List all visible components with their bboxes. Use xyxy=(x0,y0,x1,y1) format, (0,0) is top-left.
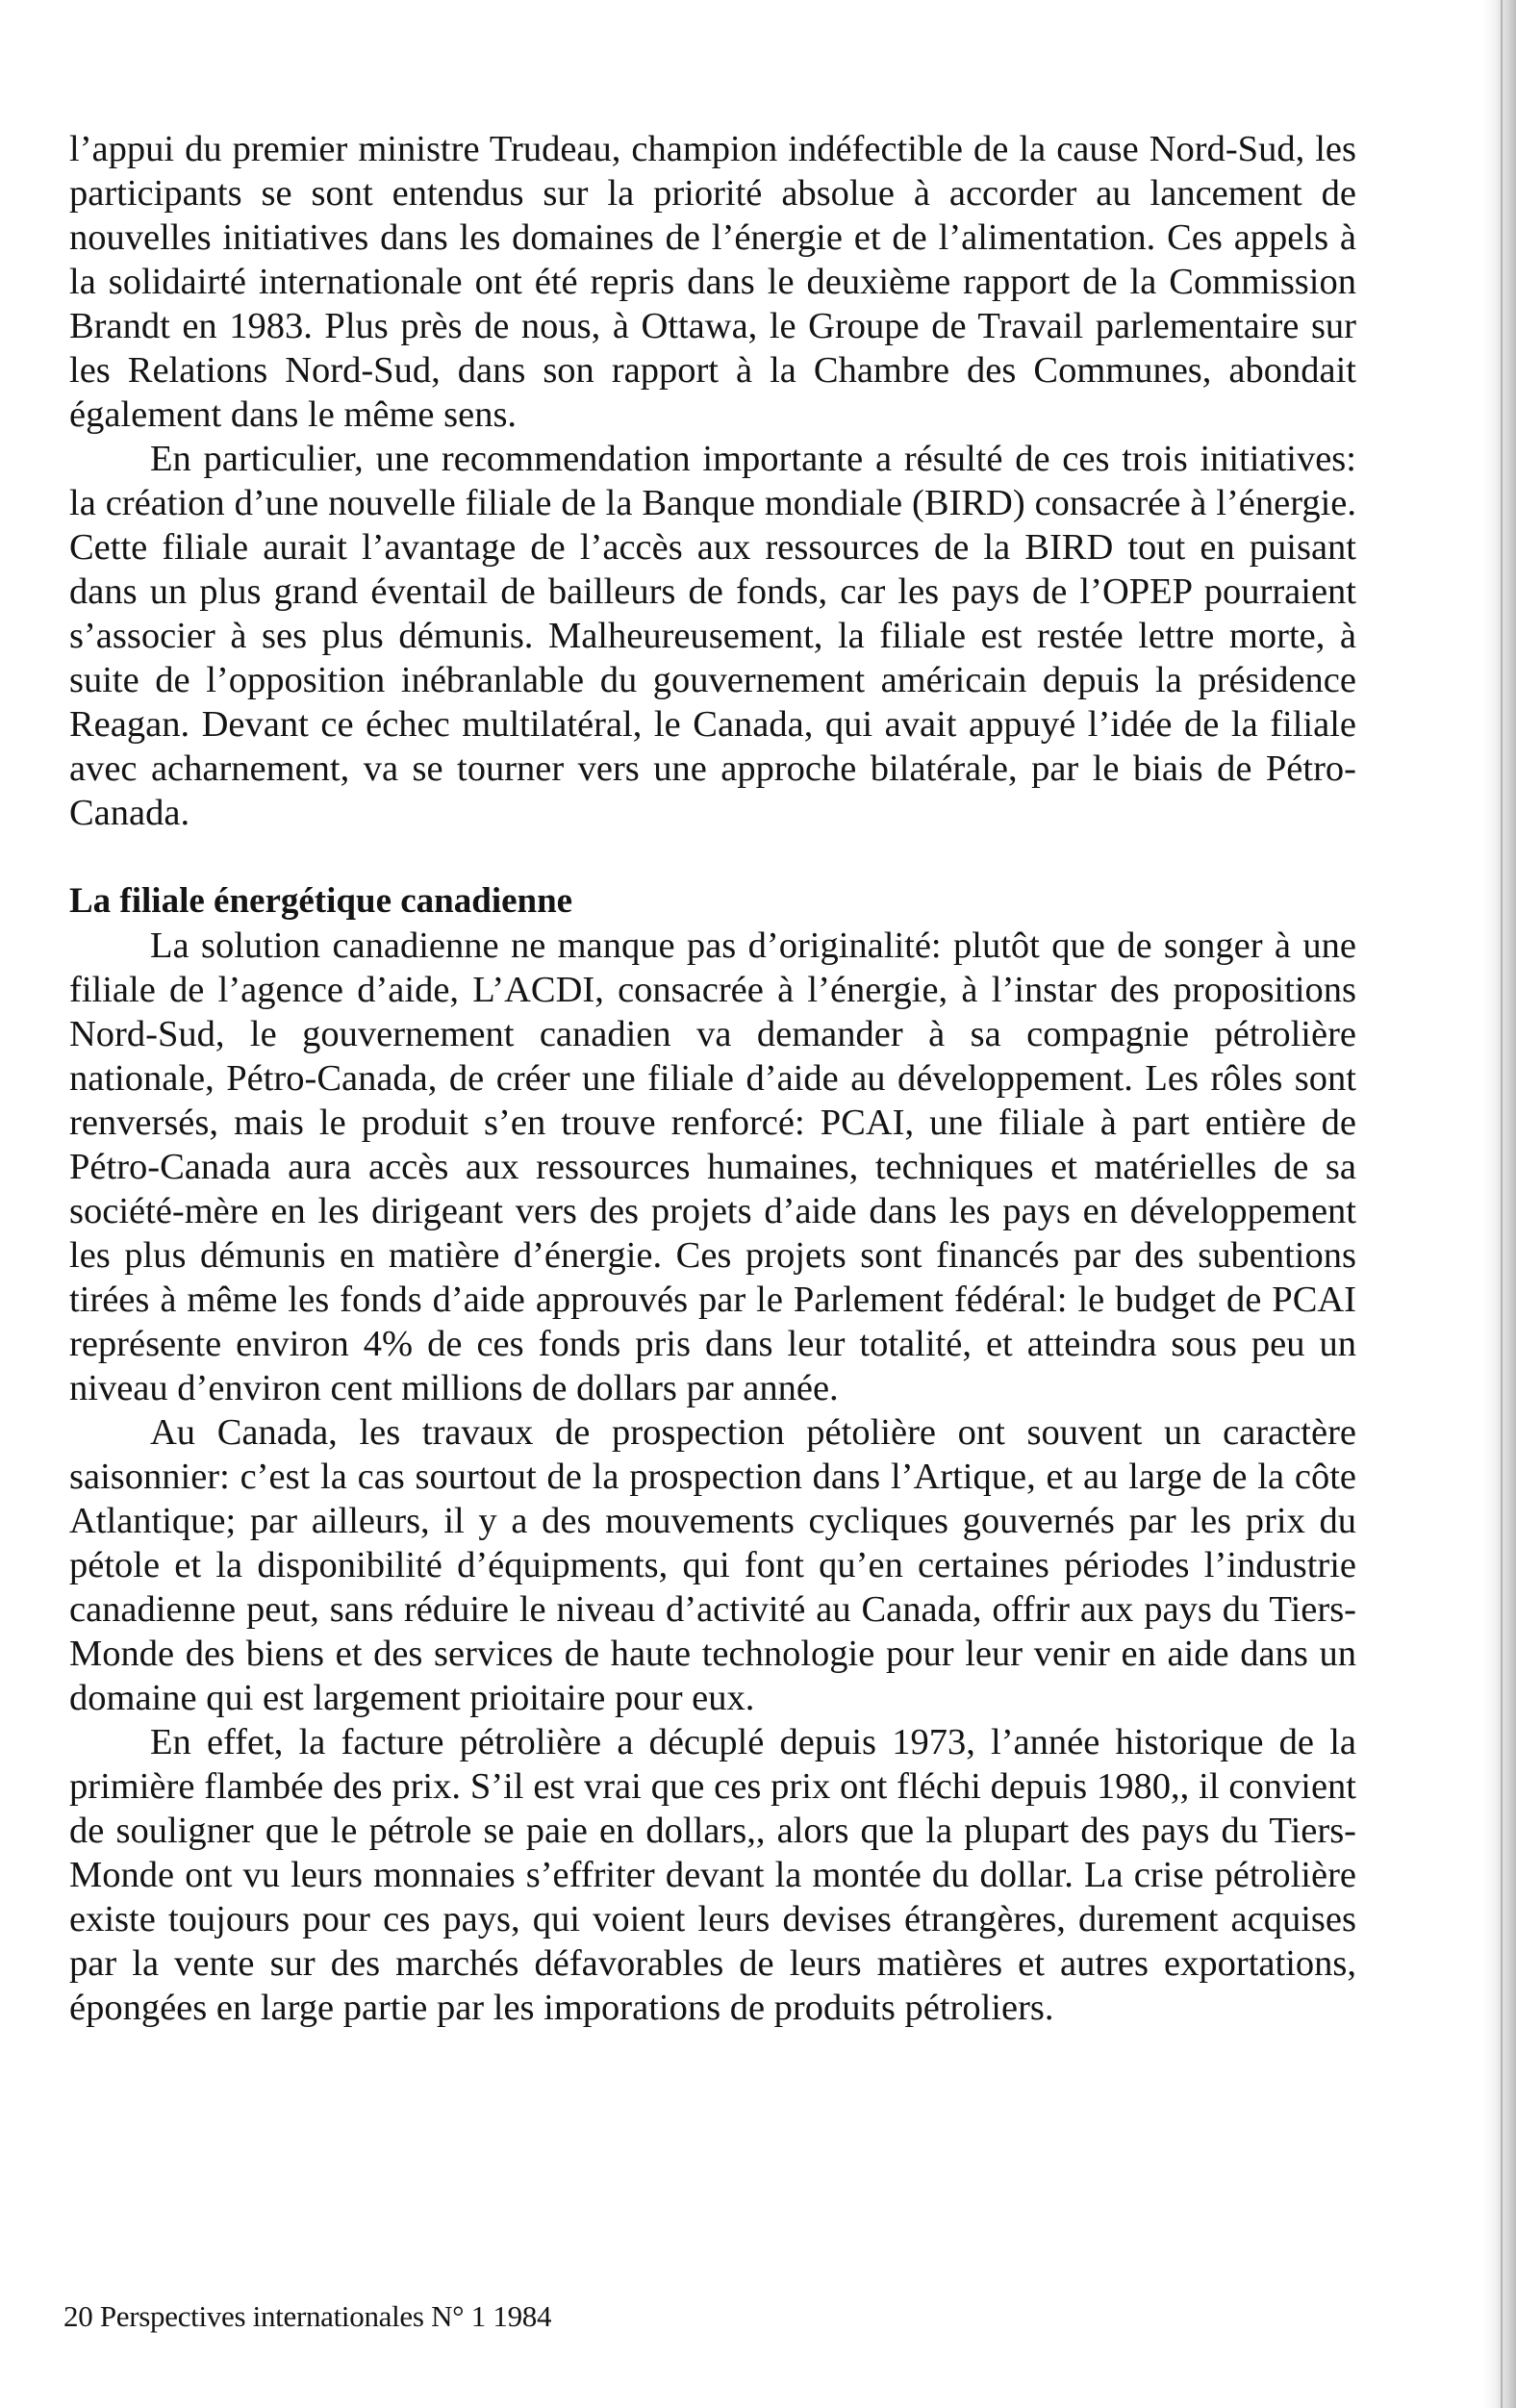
paragraph-3: La solution canadienne ne manque pas d’originalité: plutôt que de songer à une filiale de l’agence d’aide, L’ACDI, consacrée à l’énergie, à l’instar des propositions Nord-Sud, le gouvernement canadien va demander à sa compagnie pétrolière nationale, Pétro-Canada, de créer une filiale d’aide au développement. Les rôles sont renversés, mais le produit s’en trouve renforcé: PCAI, une filiale à part entière de Pétro-Canada aura accès aux ressources humaines, techniques et matérielles de sa société-mère en les dirigeant vers des projets d’aide dans les pays en développement les plus démunis en matière d’énergie. Ces projets sont financés par des subentions tirées à même les fonds d’aide approuvés par le Parlement fédéral: le budget de PCAI représente environ 4% de ces fonds pris dans leur totalité, et atteindra sous peu un niveau d’environ cent millions de dollars par année. xyxy=(69,925,1356,1408)
paragraph-1: l’appui du premier ministre Trudeau, champion indéfectible de la cause Nord-Sud, les participants se sont entendus sur la priorité absolue à accorder au lancement de nouvelles initiatives dans les domaines de l’énergie et de l’alimentation. Ces appels à la solidairté internationale ont été repris dans le deuxième rapport de la Commission Brandt en 1983. Plus près de nous, à Ottawa, le Groupe de Travail parlementaire sur les Relations Nord-Sud, dans son rapport à la Chambre des Communes, abondait également dans le même sens. xyxy=(69,129,1356,435)
paragraph-5: En effet, la facture pétrolière a décuplé depuis 1973, l’année historique de la primière flambée des prix. S’il est vrai que ces prix ont fléchi depuis 1980,, il convient de souligner que le pétrole se paie en dollars,, alors que la plupart des pays du Tiers-Monde ont vu leurs monnaies s’effriter devant la montée du dollar. La crise pétrolière existe toujours pour ces pays, qui voient leurs devises étrangères, durement acquises par la vente sur des marchés défavorables de leurs matières et autres exportations, épongées en large partie par les imporations de produits pétroliers. xyxy=(69,1722,1356,2028)
paragraph-4: Au Canada, les travaux de prospection pétolière ont souvent un caractère saisonnier: c’est la cas sourtout de la prospection dans l’Artique, et au large de la côte Atlantique; par ailleurs, il y a des mouvements cycliques gouvernés par les prix du pétole et la disponibilité d’équipments, qui font qu’en certaines périodes l’industrie canadienne peut, sans réduire le niveau d’activité au Canada, offrir aux pays du Tiers-Monde des biens et des services de haute technologie pour leur venir en aide dans un domaine qui est largement prioitaire pour eux. xyxy=(69,1412,1356,1718)
section-heading: La filiale énergétique canadienne xyxy=(69,881,573,921)
page-footer: 20 Perspectives internationales N° 1 1984 xyxy=(63,2299,552,2333)
scan-binding-edge xyxy=(1483,0,1516,2408)
scan-binding-line xyxy=(1501,0,1503,2408)
article-body xyxy=(69,127,1356,2030)
paragraph-2: En particulier, une recommendation importante a résulté de ces trois initiatives: la création d’une nouvelle filiale de la Banque mondiale (BIRD) consacrée à l’énergie. Cette filiale aurait l’avantage de l’accès aux ressources de la BIRD tout en puisant dans un plus grand éventail de bailleurs de fonds, car les pays de l’OPEP pourraient s’associer à ses plus démunis. Malheureusement, la filiale est restée lettre morte, à suite de l’opposition inébranlable du gouvernement américain depuis la présidence Reagan. Devant ce échec multilatéral, le Canada, qui avait appuyé l’idée de la filiale avec acharnement, va se tourner vers une approche bilatérale, par le biais de Pétro-Canada. xyxy=(69,439,1356,833)
